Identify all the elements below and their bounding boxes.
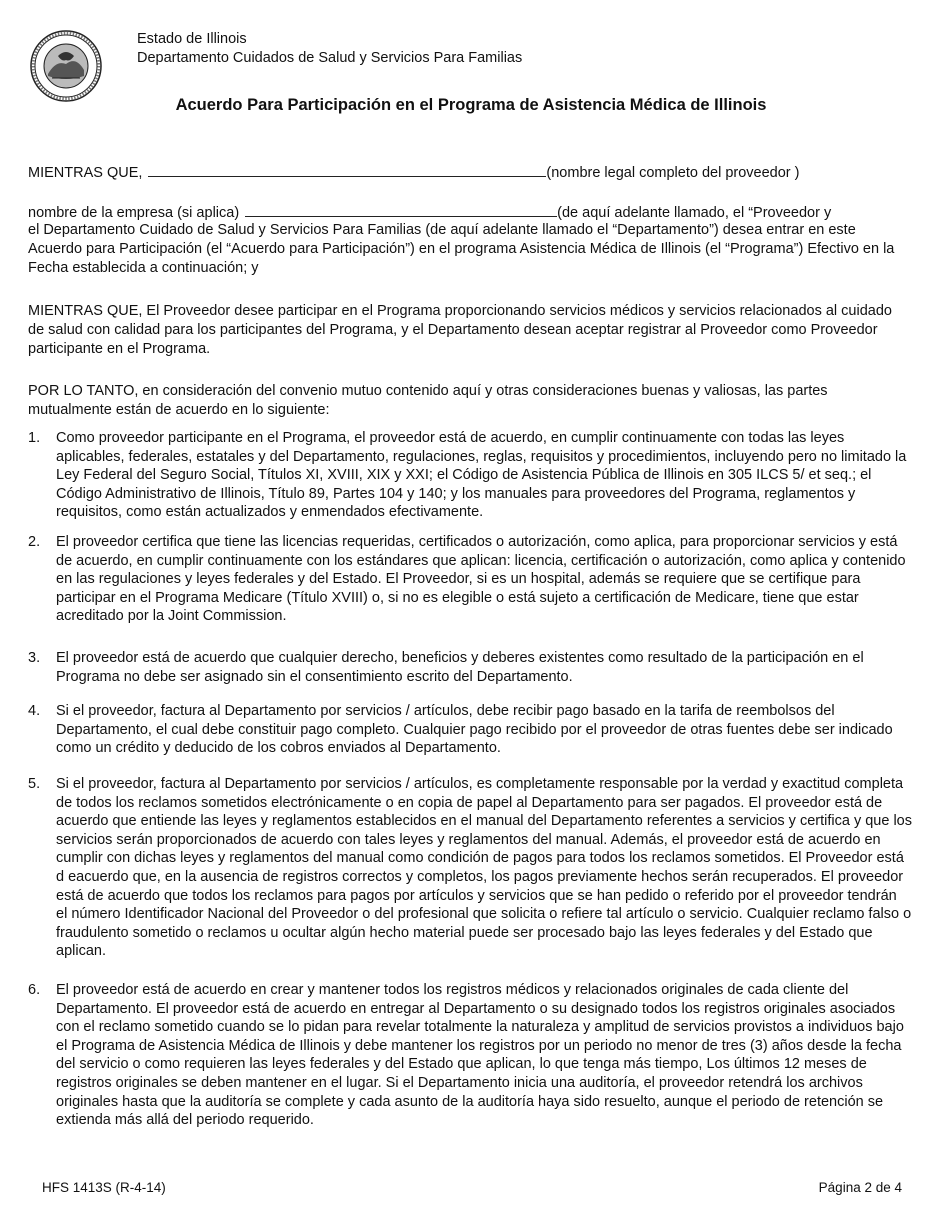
document-title: Acuerdo Para Participación en el Programa de Asistencia Médica de Illinois	[175, 96, 767, 114]
item-number: 1.	[28, 430, 41, 446]
item-text: Como proveedor participante en el Programa, el proveedor está de acuerdo, en cumplir continuamente con todas las leyes aplicables, federales, estatales y del Departamento, regulaciones, reglas, requisitos y procedimientos, incluyendo pero no limitado la Ley Federal del Seguro Social, Títulos XI, XVIII, XIX y XXI; el Código de Asistencia Pública de Illinois en 305 ILCS 5/ et seq.; el Código Administrativo de Illinois, Título 89, Partes 104 y 140; y los manuales para proveedores del Programa, reglamentos y requisitos, como están actualizados y enmendados efectivamente.	[56, 430, 907, 521]
item-number: 6.	[28, 982, 41, 998]
form-code: HFS 1413S (R-4-14)	[42, 1180, 166, 1195]
intro-paragraph: el Departamento Cuidado de Salud y Servicios Para Familias (de aquí adelante llamado el “Departamento”) desea entrar en este Acuerdo para Participación (el “Acuerdo para Participación”) en el programa Asistencia Médica de Illinois (el “Programa”) Efectivo en la Fecha establecida a continuación; y	[28, 222, 895, 276]
list-item	[28, 533, 912, 626]
therefore-paragraph: POR LO TANTO, en consideración del convenio mutuo contenido aquí y otras consideraciones buenas y valiosas, las partes mutualmente están de acuerdo en lo siguiente:	[28, 383, 828, 418]
list-item	[28, 702, 912, 758]
list-item	[28, 429, 912, 522]
provider-name-field[interactable]	[148, 160, 546, 177]
seal-icon	[30, 30, 102, 102]
item-number: 5.	[28, 776, 41, 792]
list-item	[28, 649, 912, 686]
page-number: Página 2 de 4	[818, 1180, 902, 1195]
item-number: 4.	[28, 703, 41, 719]
list-item	[28, 981, 912, 1130]
state-name: Estado de Illinois	[137, 31, 247, 47]
agency-header	[137, 30, 522, 68]
item-text: Si el proveedor, factura al Departamento por servicios / artículos, es completamente responsable por la verdad y exactitud completa de todos los reclamos sometidos electrónicamente o en copia de papel al Departamento para ser pagados. El proveedor está de acuerdo que entiende las leyes y reglamentos establecidos en el manual del Departamento referentes a servicios y certifica y que los servicios serán proporcionados de acuerdo con tales leyes y reglamentos del manual. Además, el proveedor está de acuerdo en cumplir con dichas leyes y reglamentos del manual como condición de pagos para todos los reclamos sometidos. El Proveedor está d eacuerdo que, en la ausencia de registros correctos y completos, los pagos previamente hechos serán recuperados. El proveedor está de acuerdo que todos los reclamos para pagos por artículos y servicios que se han pedido o referido por el proveedor tendrán el número Identificador Nacional del Proveedor o del profesional que solicita o refiere tal artículo o servicio. Cualquier reclamo falso o fraudulento sometido o reclamos u ocultar algún hecho material puede ser procesado bajo las leyes federales y del Estado que aplican.	[56, 776, 912, 960]
company-name-field[interactable]	[245, 200, 557, 217]
provider-name-hint: (nombre legal completo del proveedor )	[546, 165, 800, 181]
item-text: El proveedor está de acuerdo en crear y mantener todos los registros médicos y relacionados originales de cada cliente del Departamento. El proveedor está de acuerdo en entregar al Departamento o su designado todos los registros originales asociados con el reclamo sometido cuando se lo pidan para revelar totalmente la naturaleza y amplitud de servicios provistos a individuos bajo el Programa de Asistencia Médica de Illinois y debe mantener los registros por un periodo no menor de tres (3) años desde la fecha del servicio o como requieren las leyes federales y del Estado que aplican, lo que tenga más tiempo, Los últimos 12 meses de registros originales se deben mantener en el lugar. Si el Departamento inicia una auditoría, el proveedor retendrá los archivos originales hasta que la auditoría se complete y cada asunto de la auditoría haya sido resuelto, aunque el periodo de retención se extienda más allá del periodo requerido.	[56, 982, 904, 1129]
item-text: Si el proveedor, factura al Departamento por servicios / artículos, debe recibir pago basado en la tarifa de reembolsos del Departamento, el cual debe constituir pago completo. Cualquier pago recibido por el proveedor de otras fuentes debe ser indicado como un crédito y deducido de los cobros enviados al Departamento.	[56, 703, 893, 757]
provider-name-row	[28, 160, 799, 181]
item-number: 3.	[28, 650, 41, 666]
item-text: El proveedor está de acuerdo que cualquier derecho, beneficios y deberes existentes como resultado de la participación en el Programa no debe ser asignado sin el consentimiento escrito del Departamento.	[56, 650, 864, 685]
company-name-row	[28, 200, 831, 221]
department-name: Departamento Cuidados de Salud y Servicios Para Familias	[137, 50, 523, 66]
item-number: 2.	[28, 534, 41, 550]
company-hint: (de aquí adelante llamado, el “Proveedor y	[557, 205, 832, 221]
item-text: El proveedor certifica que tiene las licencias requeridas, certificados o autorización, como aplica, para proporcionar servicios y está de acuerdo, en cumplir continuamente con los estándares que aplican: licencia, certificación o autorización, como aplica y contenido en las regulaciones y leyes federales y del Estado. El Proveedor, si es un hospital, además se requiere que se certifique para participar en el Programa Medicare (Título XVIII) o, si no es elegible o está sujeto a certificación de Medicare, tiene que estar acreditado por la Joint Commission.	[56, 534, 906, 625]
company-label: nombre de la empresa (si aplica)	[28, 205, 240, 221]
list-item	[28, 775, 912, 961]
whereas-label: MIENTRAS QUE,	[28, 165, 143, 181]
whereas-paragraph: MIENTRAS QUE, El Proveedor desee participar en el Programa proporcionando servicios médicos y servicios relacionados al cuidado de salud con calidad para los participantes del Programa, y el Departamento desean aceptar registrar al Proveedor como Proveedor participante en el Programa.	[28, 303, 892, 357]
state-seal-logo	[30, 30, 102, 102]
